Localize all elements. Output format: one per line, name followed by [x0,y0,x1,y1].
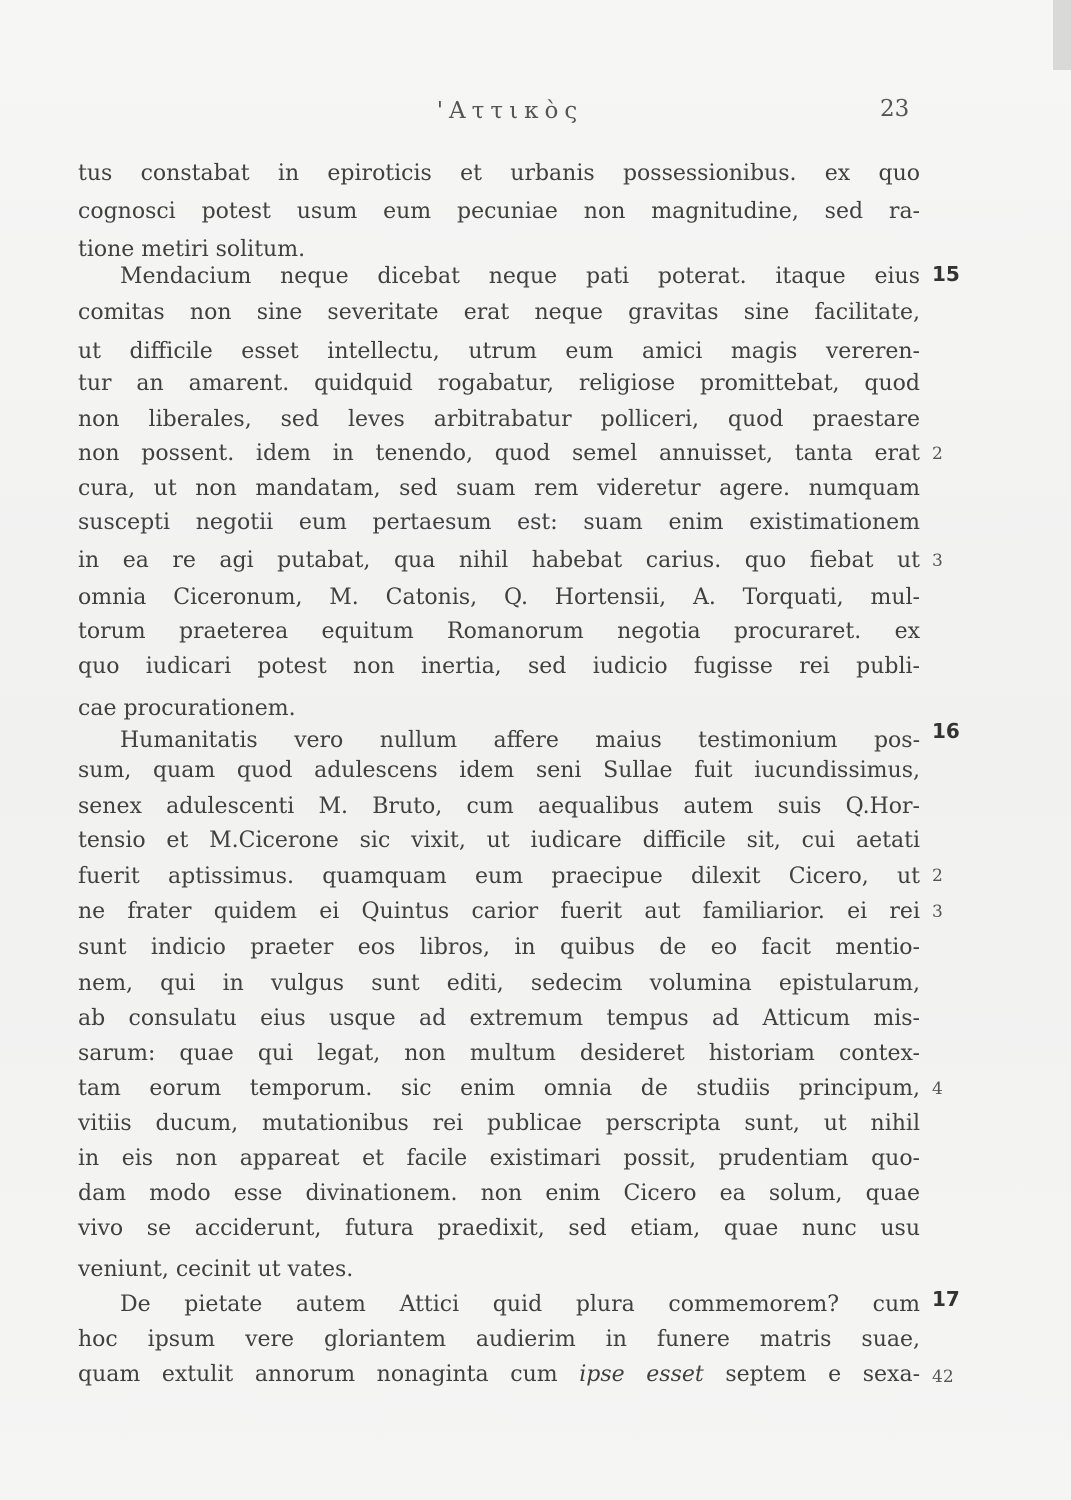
running-header-title: 'Αττικὸς [436,98,584,124]
section-number: 15 [932,262,960,286]
text-line: omnia Ciceronum, M. Catonis, Q. Hortensii, A. Torquati, mul- [78,585,920,610]
subsection-number: 3 [932,551,943,571]
text-segment: septem e sexa- [725,1362,920,1387]
subsection-number: 3 [932,902,943,922]
italic-text-segment: ipse esset [579,1362,704,1387]
text-line: Humanitatis vero nullum affere maius testimonium pos- [120,728,920,753]
text-line: tensio et M.Cicerone sic vixit, ut iudicare difficile sit, cui aetati [78,828,920,853]
text-line: cura, ut non mandatam, sed suam rem videretur agere. numquam [78,476,920,501]
section-number: 16 [932,719,960,743]
page-number: 23 [880,96,910,122]
text-line: sarum: quae qui legat, non multum desideret historiam contex- [78,1041,920,1066]
subsection-number: 2 [932,866,943,886]
text-line: tam eorum temporum. sic enim omnia de studiis principum, [78,1076,920,1101]
subsection-number: 2 [932,444,943,464]
text-line: dam modo esse divinationem. non enim Cicero ea solum, quae [78,1181,920,1206]
text-line: hoc ipsum vere gloriantem audierim in funere matris suae, [78,1327,920,1352]
text-line: tione metiri solitum. [78,237,306,262]
text-line: ab consulatu eius usque ad extremum tempus ad Atticum mis- [78,1006,920,1031]
text-line: senex adulescenti M. Bruto, cum aequalibus autem suis Q.Hor- [78,794,920,819]
text-line: De pietate autem Attici quid plura commemorem? cum [120,1292,920,1317]
text-line: cae procurationem. [78,696,296,721]
text-line [78,1362,920,1387]
subsection-number: 42 [932,1367,954,1387]
text-line: Mendacium neque dicebat neque pati poterat. itaque eius [120,264,920,289]
text-line: vitiis ducum, mutationibus rei publicae perscripta sunt, ut nihil [78,1111,920,1136]
text-line: nem, qui in vulgus sunt editi, sedecim volumina epistularum, [78,971,920,996]
text-line: veniunt, cecinit ut vates. [78,1257,354,1282]
text-line: sum, quam quod adulescens idem seni Sullae fuit iucundissimus, [78,758,920,783]
text-line: non liberales, sed leves arbitrabatur polliceri, quod praestare [78,407,920,432]
text-line: cognosci potest usum eum pecuniae non magnitudine, sed ra- [78,199,920,224]
text-line: ne frater quidem ei Quintus carior fuerit aut familiarior. ei rei [78,899,920,924]
page-edge-shadow [1053,0,1071,70]
section-number: 17 [932,1287,960,1311]
text-line: tus constabat in epiroticis et urbanis possessionibus. ex quo [78,161,920,186]
text-line: non possent. idem in tenendo, quod semel annuisset, tanta erat [78,441,920,466]
text-line: tur an amarent. quidquid rogabatur, religiose promittebat, quod [78,371,920,396]
text-line: comitas non sine severitate erat neque gravitas sine facilitate, [78,300,920,325]
text-line: vivo se acciderunt, futura praedixit, sed etiam, quae nunc usu [78,1216,920,1241]
text-line: torum praeterea equitum Romanorum negotia procuraret. ex [78,619,920,644]
subsection-number: 4 [932,1079,943,1099]
text-line: quo iudicari potest non inertia, sed iudicio fugisse rei publi- [78,654,920,679]
text-line: ut difficile esset intellectu, utrum eum amici magis vereren- [78,339,920,364]
text-line: in ea re agi putabat, qua nihil habebat carius. quo fiebat ut [78,548,920,573]
text-line: suscepti negotii eum pertaesum est: suam enim existimationem [78,510,920,535]
text-line: in eis non appareat et facile existimari possit, prudentiam quo- [78,1146,920,1171]
text-line: sunt indicio praeter eos libros, in quibus de eo facit mentio- [78,935,920,960]
text-segment: quam extulit annorum nonaginta cum [78,1362,558,1387]
text-line: fuerit aptissimus. quamquam eum praecipue dilexit Cicero, ut [78,864,920,889]
